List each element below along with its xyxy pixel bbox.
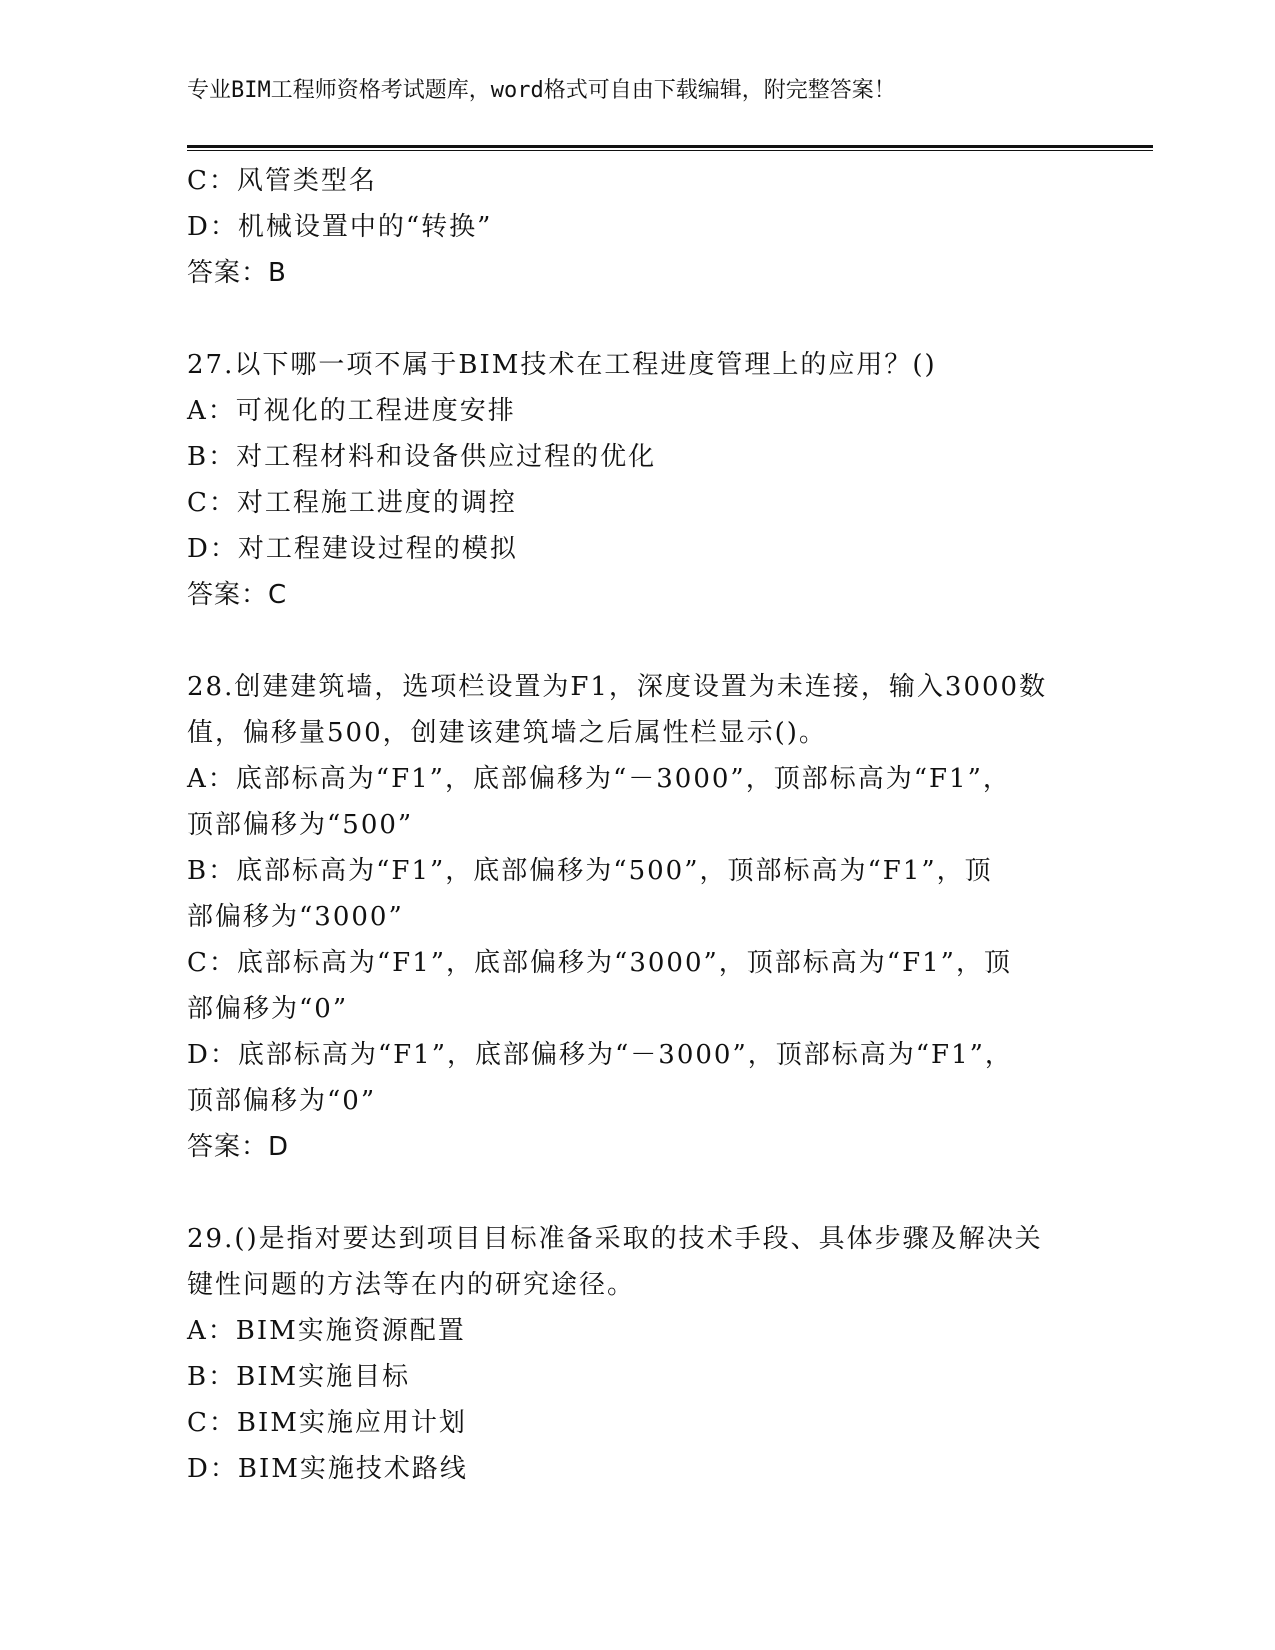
option-a-line-1: A：底部标高为“F1”，底部偏移为“－3000”，顶部标高为“F1”， <box>187 764 1011 794</box>
option-a-line-2: 顶部偏移为“500” <box>187 810 414 840</box>
option-a: A：可视化的工程进度安排 <box>187 396 516 426</box>
option-c: C：BIM实施应用计划 <box>187 1408 467 1438</box>
question-28 <box>187 664 1087 1170</box>
header-rule-thick <box>187 145 1153 148</box>
option-c-line-2: 部偏移为“0” <box>187 994 349 1024</box>
answer-line: 答案：B <box>187 258 287 288</box>
spacer <box>187 618 1087 664</box>
option-d: D：对工程建设过程的模拟 <box>187 534 518 564</box>
question-stem-line-1: 28.创建建筑墙，选项栏设置为F1，深度设置为未连接，输入3000数 <box>187 672 1048 702</box>
option-c-line-1: C：底部标高为“F1”，底部偏移为“3000”，顶部标高为“F1”，顶 <box>187 948 1012 978</box>
option-a: A：BIM实施资源配置 <box>187 1316 466 1346</box>
option-d: D：机械设置中的“转换” <box>187 212 493 242</box>
question-stem: 27.以下哪一项不属于BIM技术在工程进度管理上的应用？() <box>187 350 937 380</box>
question-29 <box>187 1216 1087 1492</box>
option-b: B：BIM实施目标 <box>187 1362 411 1392</box>
answer-line: 答案：D <box>187 1132 290 1162</box>
spacer <box>187 1170 1087 1216</box>
option-d-line-1: D：底部标高为“F1”，底部偏移为“－3000”，顶部标高为“F1”， <box>187 1040 1013 1070</box>
header-rule-thin <box>187 150 1153 151</box>
option-b-line-1: B：底部标高为“F1”，底部偏移为“500”，顶部标高为“F1”，顶 <box>187 856 993 886</box>
option-d: D：BIM实施技术路线 <box>187 1454 468 1484</box>
option-d-line-2: 顶部偏移为“0” <box>187 1086 377 1116</box>
question-stem-line-1: 29.()是指对要达到项目目标准备采取的技术手段、具体步骤及解决关 <box>187 1224 1043 1254</box>
option-b-line-2: 部偏移为“3000” <box>187 902 404 932</box>
option-c: C：对工程施工进度的调控 <box>187 488 517 518</box>
question-stem-line-2: 值，偏移量500，创建该建筑墙之后属性栏显示()。 <box>187 718 827 748</box>
answer-line: 答案：C <box>187 580 288 610</box>
question-list <box>187 158 1087 1492</box>
spacer <box>187 296 1087 342</box>
page-header: 专业BIM工程师资格考试题库，word格式可自由下载编辑，附完整答案！ <box>187 78 896 103</box>
question-26-tail <box>187 158 1087 296</box>
question-27 <box>187 342 1087 618</box>
option-c: C：风管类型名 <box>187 166 377 196</box>
question-stem-line-2: 键性问题的方法等在内的研究途径。 <box>187 1270 636 1300</box>
option-b: B：对工程材料和设备供应过程的优化 <box>187 442 657 472</box>
